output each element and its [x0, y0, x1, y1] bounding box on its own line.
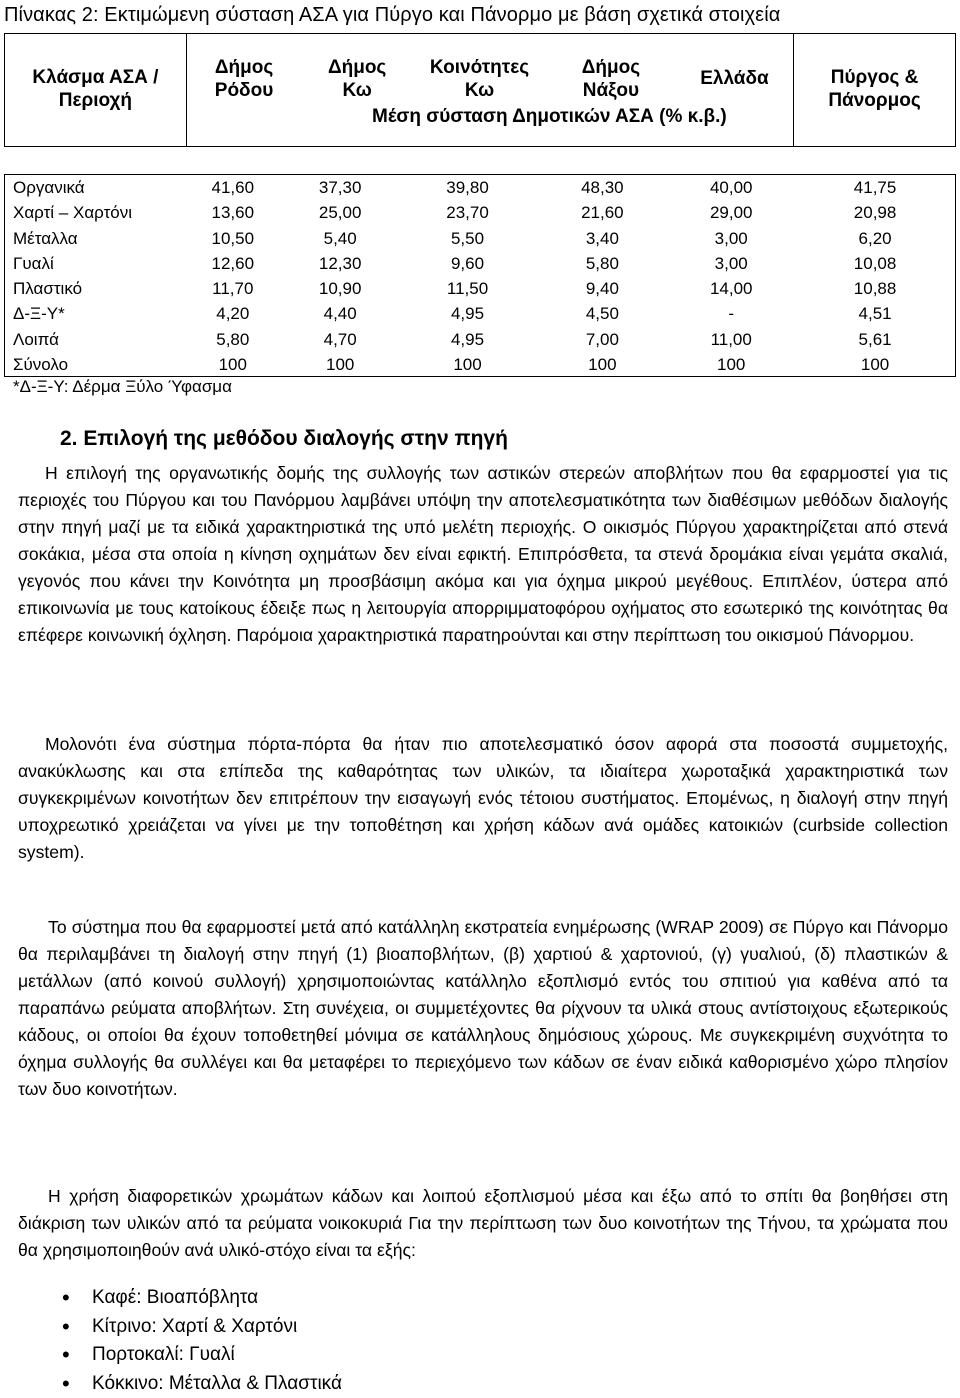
table-cell: 39,80	[398, 175, 538, 200]
table-row	[5, 200, 955, 225]
table-cell: 7,00	[537, 327, 667, 352]
table-cell: -	[667, 301, 795, 326]
table-cell: 37,30	[283, 175, 398, 200]
corner-header	[5, 34, 187, 147]
paragraph: Η χρήση διαφορετικών χρωμάτων κάδων και λοιπού εξοπλισμού μέσα και έξω από το σπίτι θα βοηθήσει στη διάκριση των υλικών από τα ρεύματα νοικοκυριά Για την περίπτωση των δυο κοινοτήτων της Τήνου, τα χρώματα που θα χρησιμοποιηθούν ανά υλικό-στόχο είναι τα εξής:	[18, 1183, 948, 1264]
table-row	[5, 251, 955, 276]
table-cell: 12,60	[183, 251, 283, 276]
table-cell: 4,20	[183, 301, 283, 326]
section-heading: 2. Επιλογή της μεθόδου διαλογής στην πηγή	[60, 427, 508, 451]
table-cell: 100	[537, 352, 667, 377]
table-row	[5, 352, 955, 377]
row-label: Γυαλί	[5, 251, 183, 276]
table-caption: Πίνακας 2: Εκτιμώμενη σύσταση ΑΣΑ για Πύργο και Πάνορμο με βάση σχετικά στοιχεία	[4, 4, 780, 27]
table-cell: 48,30	[537, 175, 667, 200]
table-cell: 6,20	[795, 226, 955, 251]
table-row	[5, 276, 955, 301]
table-cell: 41,75	[795, 175, 955, 200]
table-subheader: Μέση σύσταση Δημοτικών ΑΣΑ (% κ.β.)	[372, 106, 727, 128]
table-cell: 21,60	[537, 200, 667, 225]
paragraph: Μολονότι ένα σύστημα πόρτα-πόρτα θα ήταν πιο αποτελεσματικό όσον αφορά στα ποσοστά συμμετοχής, ανακύκλωσης και στα επίπεδα της καθαρότητας των υλικών, τα ιδιαίτερα χωροταξικά χαρακτηριστικά των συγκεκριμένων κοινοτήτων δεν επιτρέπουν την εισαγωγή ενός τέτοιου συστήματος. Επομένως, η διαλογή στην πηγή υποχρεωτικό χρειάζεται να γίνει με την τοποθέτηση και χρήση κάδων ανά ομάδες κατοικιών (curbside collection system).	[18, 731, 948, 866]
row-label: Λοιπά	[5, 327, 183, 352]
row-label: Οργανικά	[5, 175, 183, 200]
paragraph: Η επιλογή της οργανωτικής δομής της συλλογής των αστικών στερεών αποβλήτων που θα εφαρμοστεί για τις περιοχές του Πύργου και του Πανόρμου λαμβάνει υπόψη την αποτελεσματικότητα των διαθέσιμων μεθόδων διαλογής στην πηγή μαζί με τα ειδικά χαρακτηριστικά της υπό μελέτη περιοχής. Ο οικισμός Πύργου χαρακτηρίζεται από στενά σοκάκια, μέσα στα οποία η κίνηση οχημάτων δεν είναι εφικτή. Επιπρόσθετα, τα στενά δρομάκια είναι γεμάτα σκαλιά, γεγονός που κάνει την Κοινότητα μη προσβάσιμη ακόμα και για όχημα μικρού μεγέθους. Επιπλέον, ύστερα από επικοινωνία με τους κατοίκους έδειξε πως η λειτουργία απορριμματοφόρου οχήματος στο εσωτερικό της κοινότητας θα επέφερε κοινωνική όχληση. Παρόμοια χαρακτηριστικά παρατηρούνται και στην περίπτωση του οικισμού Πάνορμου.	[18, 460, 948, 649]
table-cell: 5,80	[183, 327, 283, 352]
table-cell: 3,00	[667, 251, 795, 276]
column-header	[186, 34, 301, 147]
table-cell: 5,80	[537, 251, 667, 276]
corner-header-label: Κλάσμα ΑΣΑ /Περιοχή	[30, 66, 160, 112]
composition-table	[4, 33, 956, 147]
table-body-grid	[5, 175, 955, 377]
column-header-label: Δήμος Νάξου	[576, 56, 646, 102]
list-item: • Πορτοκαλί: Γυαλί	[92, 1341, 342, 1370]
row-label: Σύνολο	[5, 352, 183, 377]
row-label: Μέταλλα	[5, 226, 183, 251]
table-cell: 5,61	[795, 327, 955, 352]
column-header-label: Δήμος Ρόδου	[204, 56, 284, 102]
column-header	[413, 34, 546, 147]
row-label: Πλαστικό	[5, 276, 183, 301]
table-cell: 11,50	[398, 276, 538, 301]
table-cell: 12,30	[283, 251, 398, 276]
table-cell: 4,40	[283, 301, 398, 326]
table-cell: 11,00	[667, 327, 795, 352]
table-header-row	[5, 34, 956, 147]
table-row	[5, 327, 955, 352]
table-body	[4, 174, 956, 377]
table-row	[5, 175, 955, 200]
table-cell: 100	[283, 352, 398, 377]
bin-color-list	[0, 1284, 342, 1398]
table-cell: 41,60	[183, 175, 283, 200]
table-cell: 11,70	[183, 276, 283, 301]
column-header	[301, 34, 413, 147]
table-cell: 4,95	[398, 301, 538, 326]
column-header-label: Πύργος & Πάνορμος	[820, 66, 930, 112]
table-cell: 4,95	[398, 327, 538, 352]
table-cell: 13,60	[183, 200, 283, 225]
table-cell: 25,00	[283, 200, 398, 225]
table-cell: 10,88	[795, 276, 955, 301]
list-item: • Κίτρινο: Χαρτί & Χαρτόνι	[92, 1313, 342, 1342]
table-cell: 4,70	[283, 327, 398, 352]
table-cell: 3,40	[537, 226, 667, 251]
table-cell: 40,00	[667, 175, 795, 200]
table-row	[5, 301, 955, 326]
table-cell: 29,00	[667, 200, 795, 225]
table-cell: 10,50	[183, 226, 283, 251]
table-cell: 3,00	[667, 226, 795, 251]
column-header	[676, 34, 794, 147]
table-footnote: *Δ-Ξ-Υ: Δέρμα Ξύλο Ύφασμα	[13, 377, 232, 397]
table-cell: 20,98	[795, 200, 955, 225]
table-cell: 10,90	[283, 276, 398, 301]
column-header	[794, 34, 956, 147]
table-cell: 4,51	[795, 301, 955, 326]
list-item: • Καφέ: Βιοαπόβλητα	[92, 1284, 342, 1313]
table-cell: 5,50	[398, 226, 538, 251]
column-header-label: Ελλάδα	[676, 67, 793, 90]
table-cell: 100	[398, 352, 538, 377]
table-cell: 4,50	[537, 301, 667, 326]
row-label: Χαρτί – Χαρτόνι	[5, 200, 183, 225]
paragraph: Το σύστημα που θα εφαρμοστεί μετά από κατάλληλη εκστρατεία ενημέρωσης (WRAP 2009) σε Πύργο και Πάνορμο θα περιλαμβάνει τη διαλογή στην πηγή (1) βιοαποβλήτων, (β) χαρτιού & χαρτονιού, (γ) γυαλιού, (δ) πλαστικών & μετάλλων (από κοινού συλλογή) χρησιμοποιώντας κατάλληλο εξοπλισμό εντός του σπιτιού για καθένα από τα παραπάνω ρεύματα αποβλήτων. Στη συνέχεια, οι συμμετέχοντες θα ρίχνουν τα υλικά στους αντίστοιχους εξωτερικούς κάδους, οι οποίοι θα έχουν τοποθετηθεί μόνιμα σε κατάλληλους δημόσιους χώρους. Με συγκεκριμένη συχνότητα το όχημα συλλογής θα συλλέγει και θα μεταφέρει το περιεχόμενο των κάδων σε έναν ειδικά καθορισμένο χώρο πλησίον των δυο κοινοτήτων.	[18, 914, 948, 1103]
table-cell: 10,08	[795, 251, 955, 276]
table-cell: 100	[795, 352, 955, 377]
table-cell: 5,40	[283, 226, 398, 251]
table-cell: 9,60	[398, 251, 538, 276]
row-label: Δ-Ξ-Υ*	[5, 301, 183, 326]
table-cell: 23,70	[398, 200, 538, 225]
table-cell: 9,40	[537, 276, 667, 301]
table-cell: 100	[183, 352, 283, 377]
table-row	[5, 226, 955, 251]
column-header-label: Κοινότητες Κω	[420, 56, 540, 102]
list-item: • Κόκκινο: Μέταλλα & Πλαστικά	[92, 1370, 342, 1398]
column-header	[546, 34, 676, 147]
column-header-label: Δήμος Κω	[322, 56, 392, 102]
table-cell: 100	[667, 352, 795, 377]
table-cell: 14,00	[667, 276, 795, 301]
